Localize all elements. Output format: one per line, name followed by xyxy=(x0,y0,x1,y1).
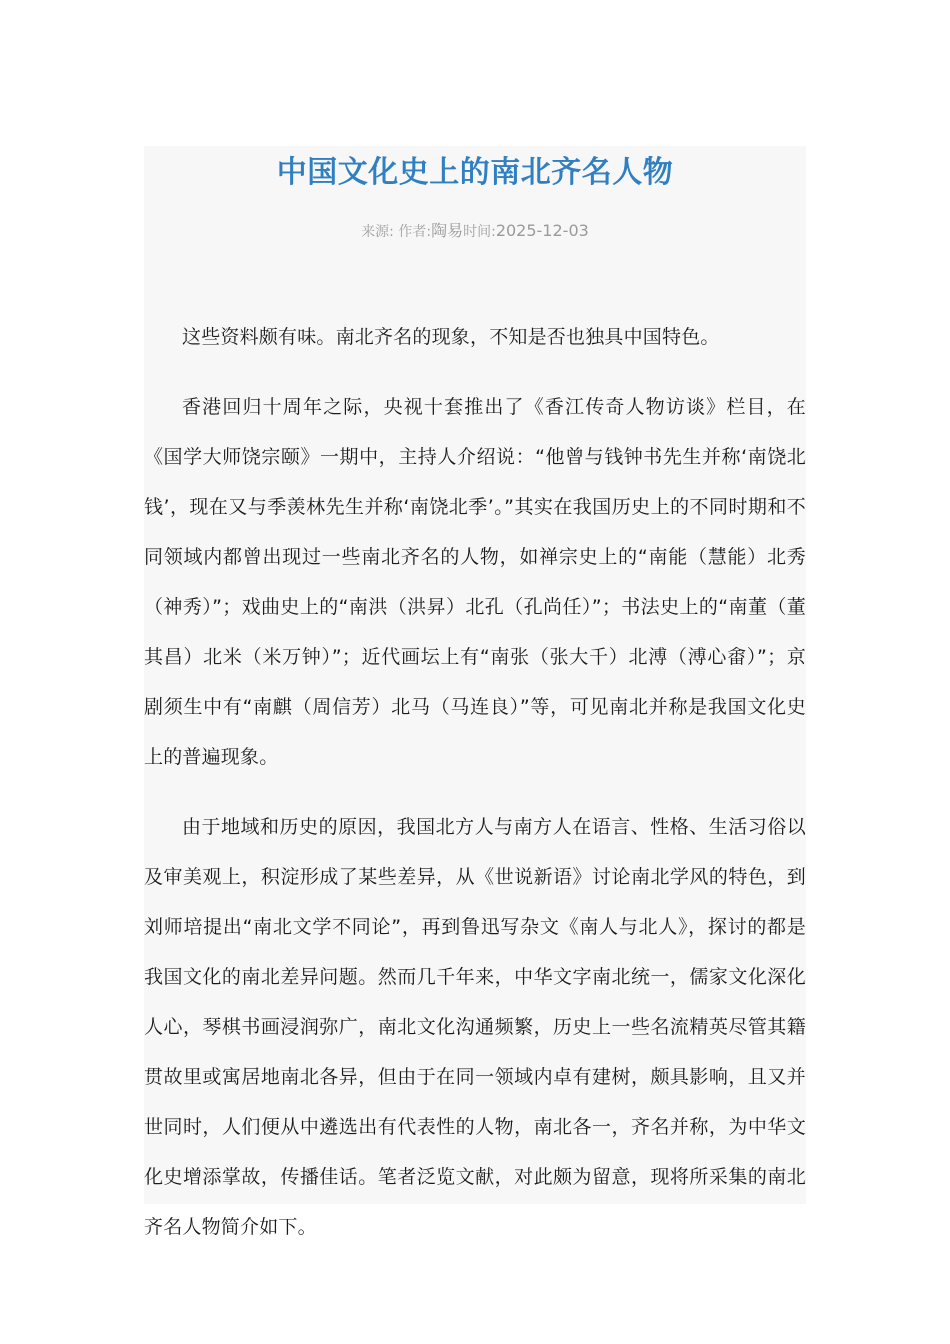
author-label: 作者: xyxy=(398,224,432,240)
article-body xyxy=(144,312,806,1252)
time-label: 时间: xyxy=(463,224,496,240)
paragraph-3: 由于地域和历史的原因，我国北方人与南方人在语言、性格、生活习俗以及审美观上，积淀形成了某些差异，从《世说新语》讨论南北学风的特色，到刘师培提出“南北文学不同论”，再到鲁迅写杂文《南人与北人》，探讨的都是我国文化的南北差异问题。然而几千年来，中华文字南北统一，儒家文化深化人心，琴棋书画浸润弥广，南北文化沟通频繁，历史上一些名流精英尽管其籍贯故里或寓居地南北各异，但由于在同一领域内卓有建树，颇具影响，且又并世同时，人们便从中遴选出有代表性的人物，南北各一，齐名并称，为中华文化史增添掌故，传播佳话。笔者泛览文献，对此颇为留意，现将所采集的南北齐名人物简介如下。 xyxy=(144,816,806,1238)
article-title: 中国文化史上的南北齐名人物 xyxy=(276,155,674,190)
author-name: 陶易 xyxy=(431,221,464,240)
publish-date: 2025-12-03 xyxy=(495,221,589,240)
paragraph-1: 这些资料颇有味。南北齐名的现象，不知是否也独具中国特色。 xyxy=(182,326,720,348)
article-container xyxy=(144,146,806,1238)
source-label: 来源: xyxy=(361,224,394,240)
paragraph-2: 香港回归十周年之际，央视十套推出了《香江传奇人物访谈》栏目，在《国学大师饶宗颐》一期中，主持人介绍说：“他曾与钱钟书先生并称‘南饶北钱’，现在又与季羡林先生并称‘南饶北季’。”其实在我国历史上的不同时期和不同领域内都曾出现过一些南北齐名的人物，如禅宗史上的“南能（慧能）北秀（神秀）”；戏曲史上的“南洪（洪昇）北孔（孔尚任）”；书法史上的“南董（董其昌）北米（米万钟）”；近代画坛上有“南张（张大千）北溥（溥心畬）”；京剧须生中有“南麒（周信芳）北马（马连良）”等，可见南北并称是我国文化史上的普遍现象。 xyxy=(144,396,806,768)
article-meta xyxy=(144,220,806,242)
